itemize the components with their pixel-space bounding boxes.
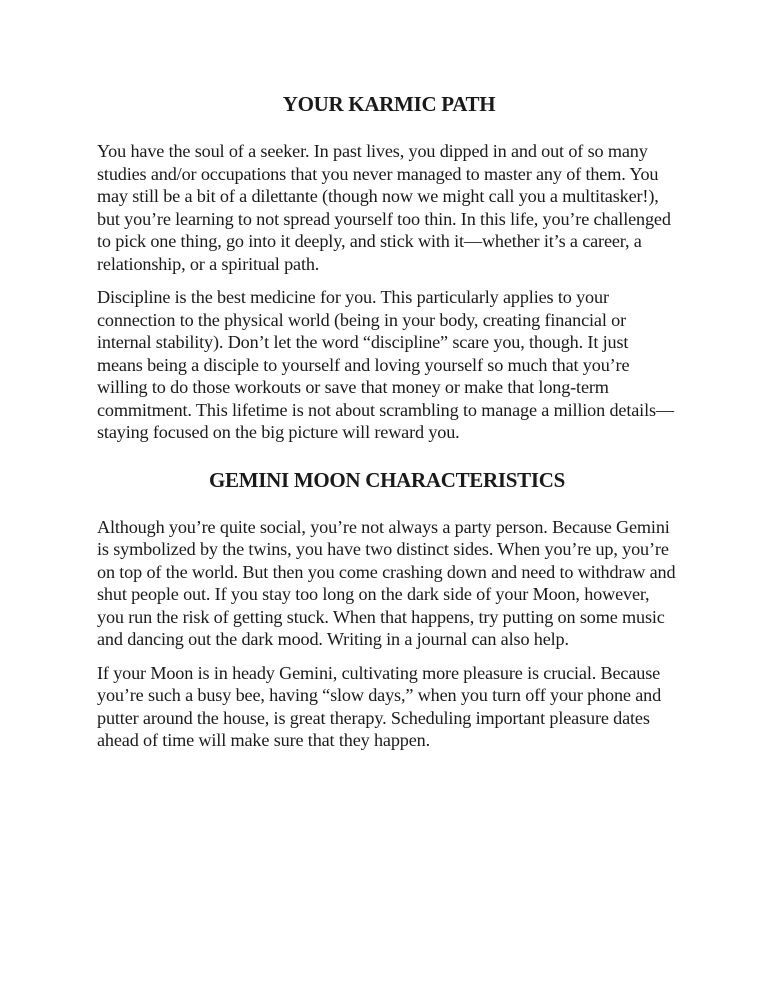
section-heading-karmic-path: YOUR KARMIC PATH — [282, 92, 496, 116]
gemini-moon-paragraph-1: Although you’re quite social, you’re not always a party person. Because Gemini is symbolized by the twins, you have two distinct sides. When you’re up, you’re on top of the world. But then you come crashing down and need to withdraw and shut people out. If you stay too long on the dark side of your Moon, however, you run the risk of getting stuck. When that happens, try putting on some music and dancing out the dark mood. Writing in a journal can also help. — [97, 516, 676, 649]
gemini-moon-paragraph-2: If your Moon is in heady Gemini, cultivating more pleasure is crucial. Because you’re such a busy bee, having “slow days,” when you turn off your phone and putter around the house, is great therapy. Scheduling important pleasure dates ahead of time will make sure that they happen. — [97, 662, 662, 750]
document-page — [97, 90, 677, 763]
karmic-path-paragraph-1: You have the soul of a seeker. In past lives, you dipped in and out of so many studies and/or occupations that you never managed to master any of them. You may still be a bit of a dilettante (though now we might call you a multitasker!), but you’re learning to not spread yourself too thin. In this life, you’re challenged to pick one thing, go into it deeply, and stick with it—whether it’s a career, a relationship, or a spiritual path. — [97, 141, 671, 274]
karmic-path-paragraph-2: Discipline is the best medicine for you. This particularly applies to your connection to the physical world (being in your body, creating financial or internal stability). Don’t let the word “discipline” scare you, though. It just means being a disciple to yourself and loving yourself so much that you’re willing to do those workouts or save that money or make that long-term commitment. This lifetime is not about scrambling to manage a million details—staying focused on the big picture will reward you. — [97, 287, 674, 442]
section-heading-gemini-moon: GEMINI MOON CHARACTERISTICS — [209, 467, 565, 492]
